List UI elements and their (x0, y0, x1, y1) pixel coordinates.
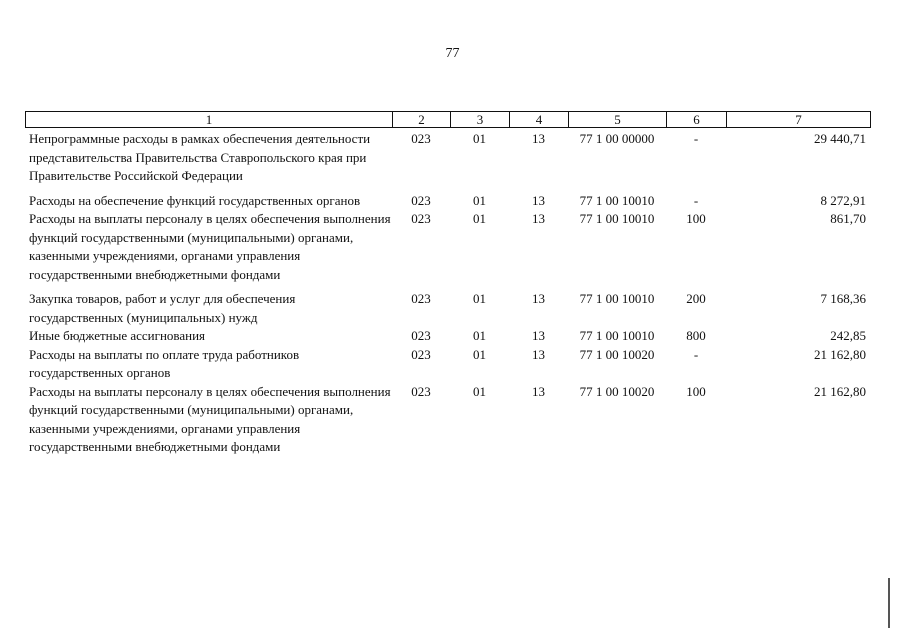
row-target-article: 77 1 00 10010 (579, 291, 655, 306)
row-expense-type: 100 (686, 383, 706, 399)
column-header-4: 4 (510, 112, 569, 128)
table-row (25, 383, 870, 457)
row-subsection-code: 13 (532, 211, 545, 226)
row-expense-type: - (693, 131, 699, 146)
row-section-code: 01 (473, 346, 486, 362)
row-expense-type: 800 (686, 328, 706, 343)
row-description: Иные бюджетные ассигнования (29, 328, 206, 343)
row-section-code: 01 (473, 131, 486, 146)
table-header (25, 111, 871, 128)
row-description: Расходы на выплаты персоналу в целях обеспечения выполнения функций государственными (муниципальными) органами, казенными учреждениями, органами управления государственными внебюджетными фондами (29, 383, 391, 454)
column-header-7: 7 (727, 112, 871, 128)
column-header-2: 2 (393, 112, 451, 128)
row-section-code: 01 (473, 192, 486, 208)
row-ministry-code: 023 (411, 291, 431, 306)
row-ministry-code: 023 (411, 192, 431, 208)
row-description: Расходы на обеспечение функций государственных органов (29, 192, 361, 208)
table-row (25, 290, 870, 327)
row-description: Непрограммные расходы в рамках обеспечения деятельности представительства Правительства Ставропольского края при Правительстве Российской Федерации (29, 131, 371, 183)
row-amount: 242,85 (830, 328, 866, 343)
row-subsection-code: 13 (532, 346, 545, 362)
row-amount: 29 440,71 (814, 131, 866, 146)
budget-table (25, 130, 870, 457)
page-edge-line (888, 578, 890, 628)
row-ministry-code: 023 (411, 211, 431, 226)
row-ministry-code: 023 (411, 383, 431, 399)
row-ministry-code: 023 (411, 346, 431, 362)
row-amount: 21 162,80 (814, 383, 866, 399)
row-target-article: 77 1 00 00000 (579, 131, 655, 146)
row-ministry-code: 023 (411, 131, 431, 146)
row-expense-type: 100 (686, 211, 706, 226)
row-description: Закупка товаров, работ и услуг для обеспечения государственных (муниципальных) нужд (29, 291, 296, 325)
row-target-article: 77 1 00 10010 (579, 328, 655, 343)
row-target-article: 77 1 00 10020 (579, 383, 655, 399)
table-row (25, 192, 870, 211)
column-header-6: 6 (667, 112, 727, 128)
row-target-article: 77 1 00 10010 (579, 211, 655, 226)
header-row (26, 112, 871, 128)
table-row (25, 130, 870, 192)
page-number: 77 (445, 46, 460, 61)
row-amount: 8 272,91 (820, 192, 866, 208)
row-subsection-code: 13 (532, 131, 545, 146)
row-target-article: 77 1 00 10020 (579, 346, 655, 362)
table-row (25, 346, 870, 383)
column-header-5: 5 (569, 112, 667, 128)
row-section-code: 01 (473, 211, 486, 226)
row-amount: 7 168,36 (820, 291, 866, 306)
row-subsection-code: 13 (532, 192, 545, 208)
row-target-article: 77 1 00 10010 (579, 192, 655, 208)
row-section-code: 01 (473, 291, 486, 306)
row-expense-type: - (693, 192, 699, 208)
table-row (25, 210, 870, 290)
table-row (25, 327, 870, 346)
row-description: Расходы на выплаты персоналу в целях обеспечения выполнения функций государственными (муниципальными) органами, казенными учреждениями, органами управления государственными внебюджетными фондами (29, 211, 391, 282)
row-section-code: 01 (473, 328, 486, 343)
row-expense-type: 200 (686, 291, 706, 306)
row-amount: 861,70 (830, 211, 866, 226)
row-expense-type: - (693, 346, 699, 362)
column-header-3: 3 (451, 112, 510, 128)
row-ministry-code: 023 (411, 328, 431, 343)
row-subsection-code: 13 (532, 291, 545, 306)
row-description: Расходы на выплаты по оплате труда работников государственных органов (29, 346, 300, 380)
row-subsection-code: 13 (532, 383, 545, 399)
column-header-1: 1 (26, 112, 393, 128)
row-section-code: 01 (473, 383, 486, 399)
row-amount: 21 162,80 (814, 346, 866, 362)
row-subsection-code: 13 (532, 328, 545, 343)
